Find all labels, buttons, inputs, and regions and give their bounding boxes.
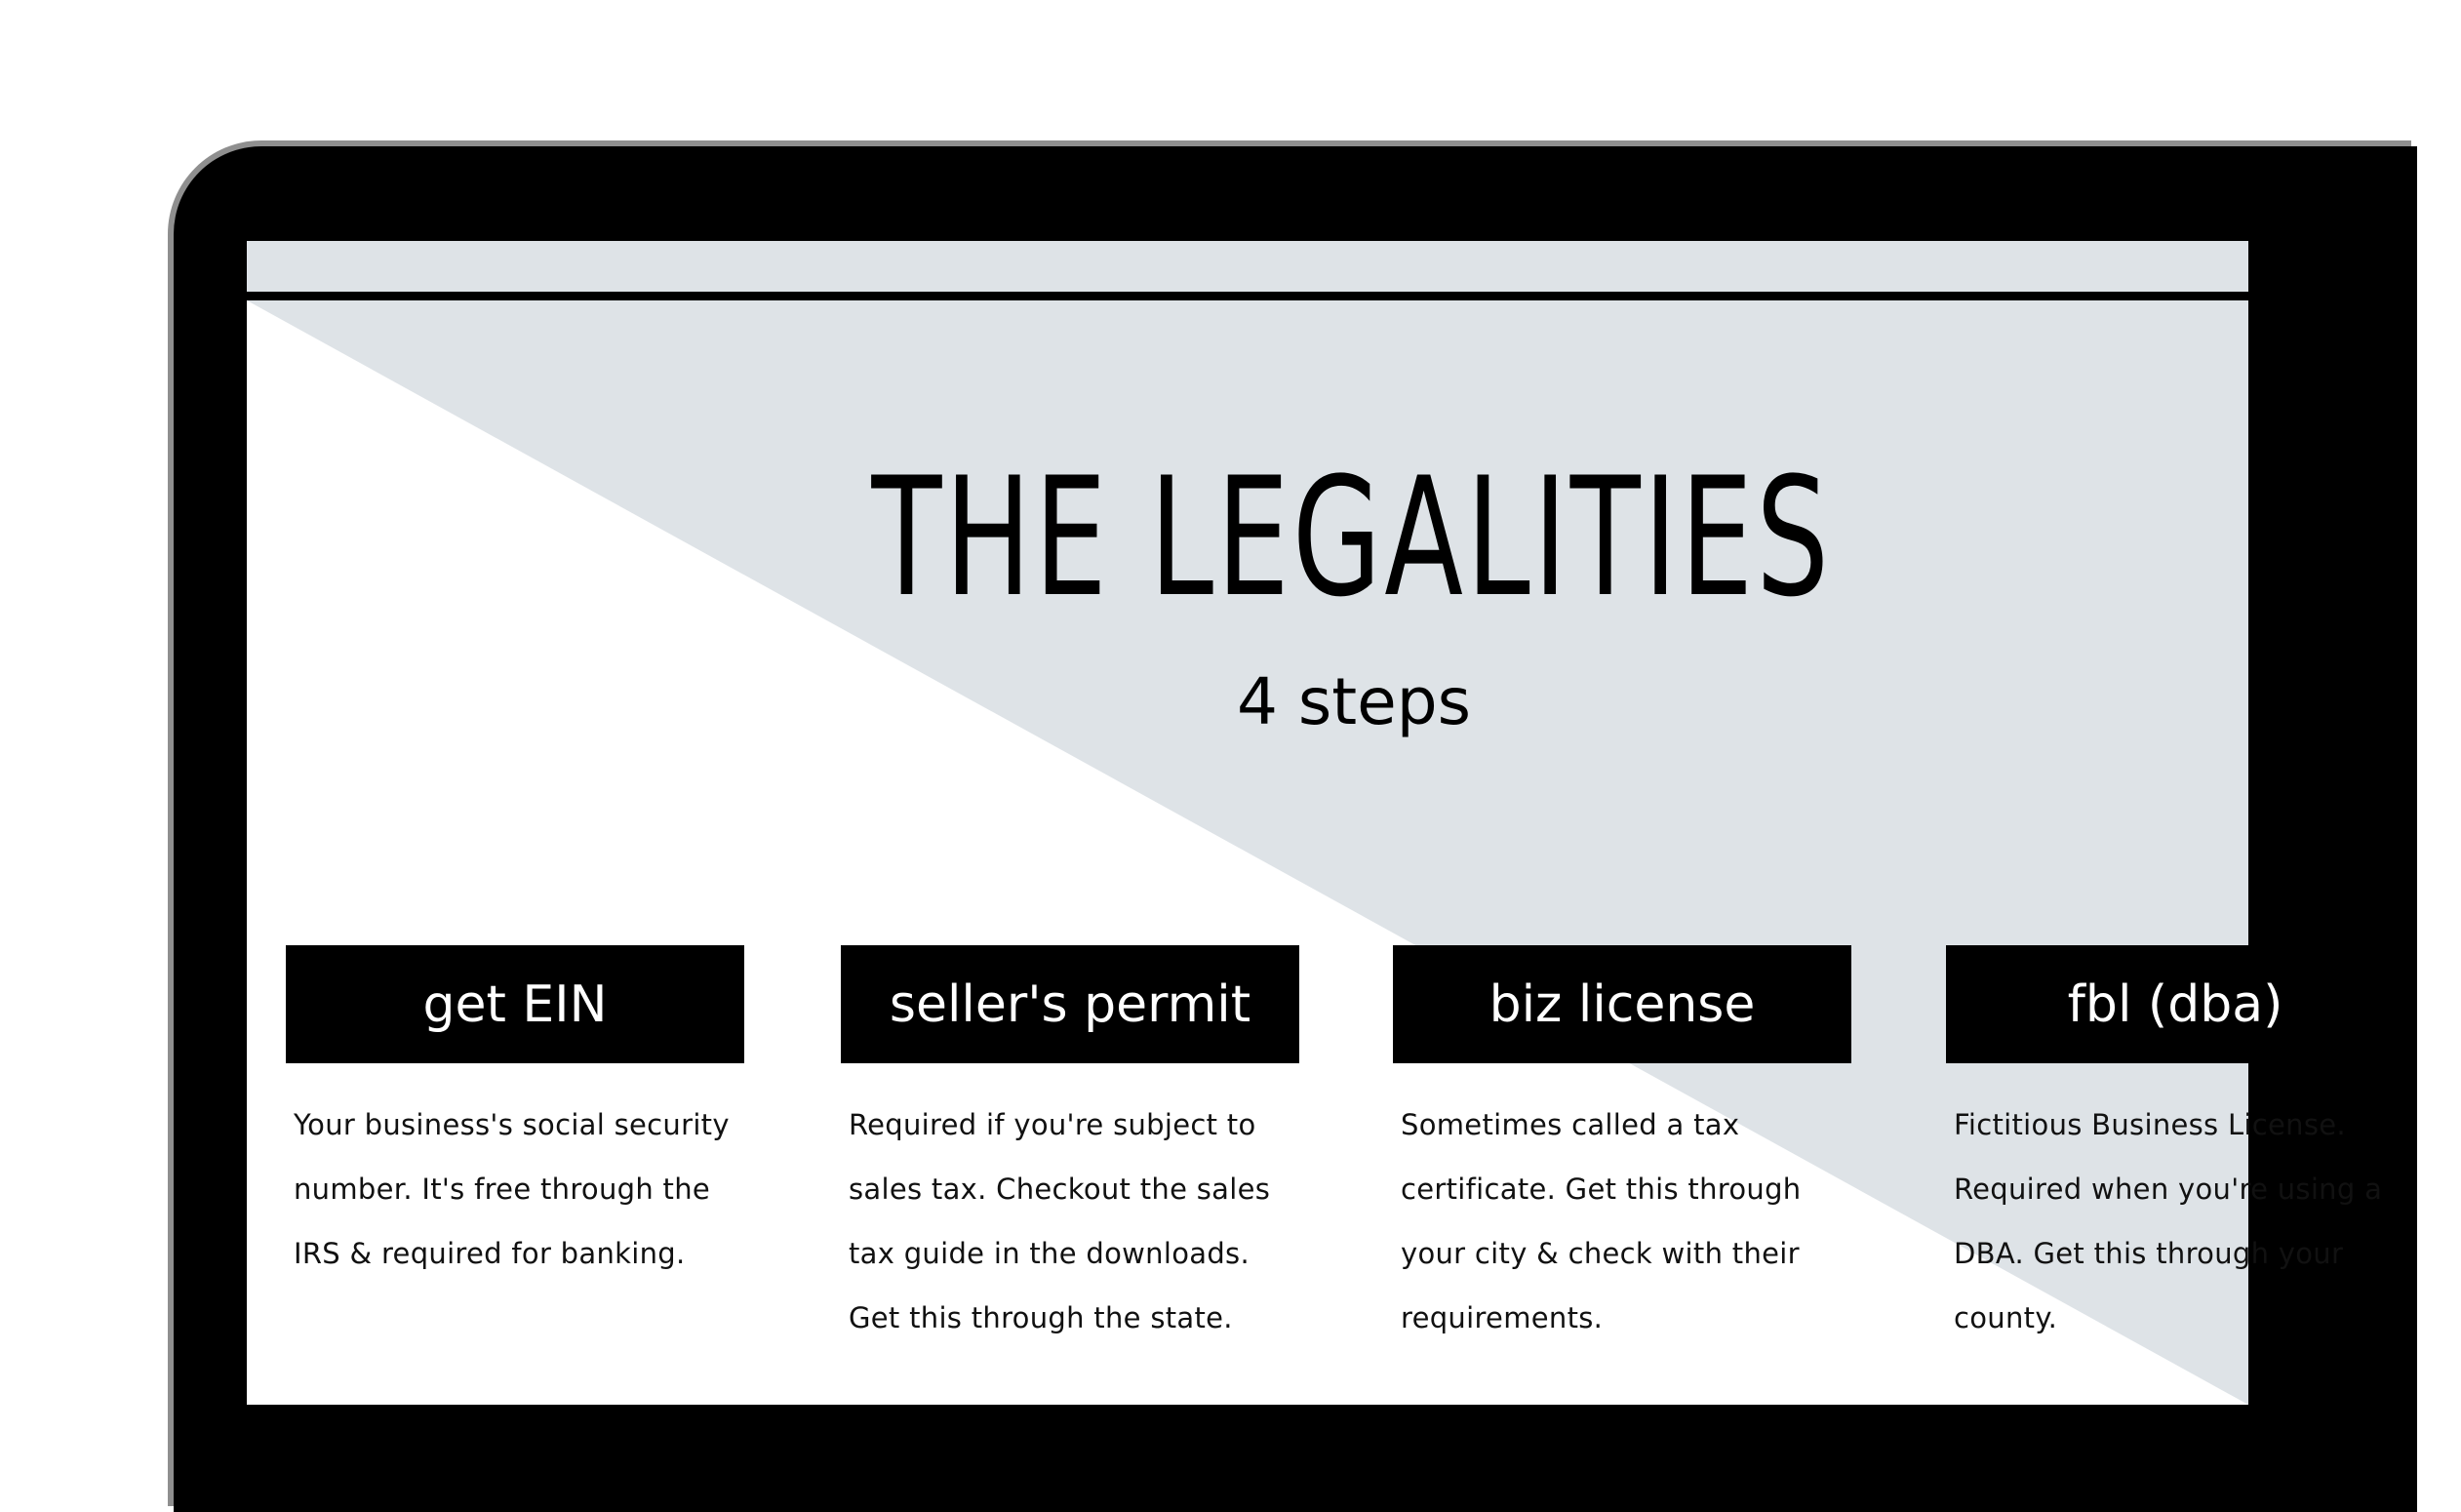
step-description-line: Required when you're using a: [1954, 1173, 2383, 1206]
step-description: [841, 1093, 1307, 1350]
screen-top-bar: [247, 241, 2248, 292]
step-description-line: tax guide in the downloads.: [849, 1237, 1250, 1270]
step-description-line: IRS & required for banking.: [294, 1237, 686, 1270]
page-title: THE LEGALITIES: [871, 442, 1833, 633]
step-description-line: your city & check with their: [1401, 1237, 1800, 1270]
step-description-line: county.: [1954, 1301, 2058, 1334]
step-card-biz-license: [1393, 945, 1851, 1350]
step-label: biz license: [1393, 945, 1851, 1063]
step-card-sellers-permit: [841, 945, 1299, 1350]
step-description-line: Required if you're subject to: [849, 1108, 1256, 1141]
step-description-line: sales tax. Checkout the sales: [849, 1173, 1271, 1206]
step-description-line: certificate. Get this through: [1401, 1173, 1802, 1206]
step-label: seller's permit: [841, 945, 1299, 1063]
step-description: [286, 1093, 752, 1286]
step-card-fbl-dba: [1946, 945, 2404, 1350]
step-description-line: number. It's free through the: [294, 1173, 711, 1206]
step-description-line: DBA. Get this through your: [1954, 1237, 2344, 1270]
step-description-line: Get this through the state.: [849, 1301, 1233, 1334]
step-description-line: Sometimes called a tax: [1401, 1108, 1740, 1141]
laptop-screen: [247, 241, 2383, 1405]
step-card-ein: [286, 945, 744, 1286]
screen-top-rule: [247, 292, 2248, 300]
step-description: [1393, 1093, 1859, 1350]
step-description-line: Your business's social security: [294, 1108, 730, 1141]
step-description-line: Fictitious Business License.: [1954, 1108, 2346, 1141]
step-description-line: requirements.: [1401, 1301, 1604, 1334]
step-description: [1946, 1093, 2412, 1350]
page-subtitle: 4 steps: [1236, 664, 1472, 739]
step-label: get EIN: [286, 945, 744, 1063]
step-label: fbl (dba): [1946, 945, 2404, 1063]
